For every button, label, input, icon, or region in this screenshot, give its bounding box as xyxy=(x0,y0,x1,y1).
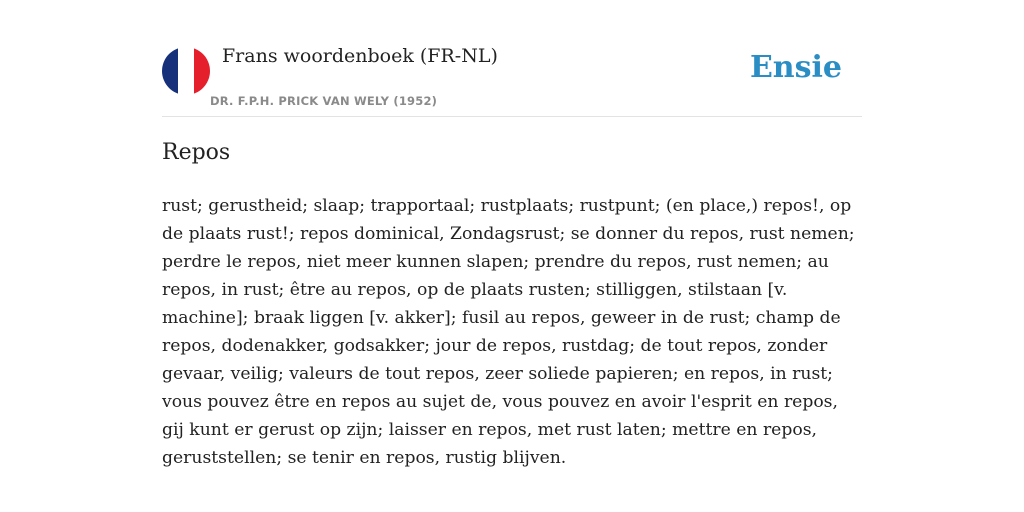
flag-stripe-red xyxy=(194,47,210,95)
dictionary-header xyxy=(162,0,862,117)
french-flag-icon xyxy=(162,47,210,95)
entry-title: Repos xyxy=(162,140,231,165)
brand-logo[interactable]: Ensie xyxy=(749,50,842,85)
flag-stripe-blue xyxy=(162,47,178,95)
dictionary-title[interactable]: Frans woordenboek (FR-NL) xyxy=(222,45,498,67)
flag-stripe-white xyxy=(178,47,194,95)
dictionary-author: DR. F.P.H. PRICK VAN WELY (1952) xyxy=(210,94,438,108)
dictionary-card xyxy=(162,0,862,512)
entry-definition: rust; gerustheid; slaap; trapportaal; rustplaats; rustpunt; (en place,) repos!, op de plaats rust!; repos dominical, Zondagsrust; se donner du repos, rust nemen; perdre le repos, niet meer kunnen slapen; prendre du repos, rust nemen; au repos, in rust; être au repos, op de plaats rusten; stilliggen, stilstaan [v. machine]; braak liggen [v. akker]; fusil au repos, geweer in de rust; champ de repos, dodenakker, godsakker; jour de repos, rustdag; de tout repos, zonder gevaar, veilig; valeurs de tout repos, zeer soliede papieren; en repos, in rust; vous pouvez être en repos au sujet de, vous pouvez en avoir l'esprit en repos, gij kunt er gerust op zijn; laisser en repos, met rust laten; mettre en repos, geruststellen; se tenir en repos, rustig blijven. xyxy=(162,196,855,468)
